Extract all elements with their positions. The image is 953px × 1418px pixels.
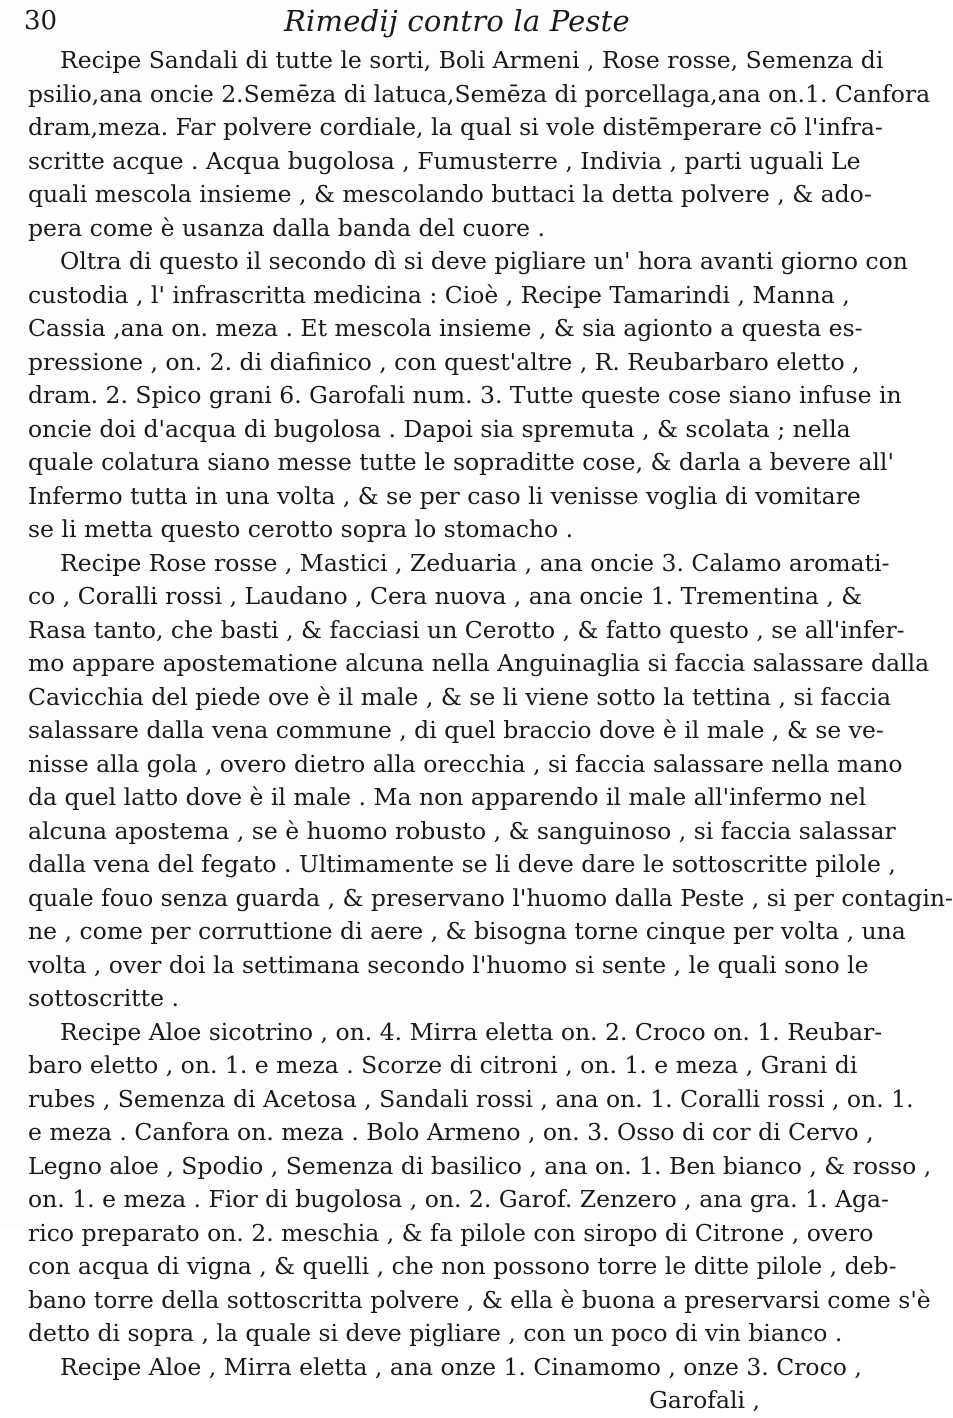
text-line: Rasa tanto, che basti , & facciasi un Cerotto , & fatto questo , se all'infer- (28, 615, 905, 644)
text-line: Recipe Sandali di tutte le sorti, Boli Armeni , Rose rosse, Semenza di (60, 46, 884, 74)
text-line: Cassia ,ana on. meza . Et mescola insieme , & sia agionto a questa es- (28, 314, 863, 342)
text-line: scritte acque . Acqua bugolosa , Fumusterre , Indivia , parti uguali Le (28, 146, 861, 175)
text-line: rubes , Semenza di Acetosa , Sandali rossi , ana on. 1. Coralli rossi , on. 1. (28, 1084, 914, 1113)
text-line: ne , come per corruttione di aere , & bisogna torne cinque per volta , una (28, 917, 906, 945)
text-line: Infermo tutta in una volta , & se per caso li venisse voglia di vomitare (28, 481, 861, 510)
text-line: alcuna apostema , se è huomo robusto , & sanguinoso , si faccia salassar (28, 816, 896, 845)
running-head (24, 4, 774, 38)
text-line: pressione , on. 2. di diafinico , con quest'altre , R. Reubarbaro eletto , (28, 347, 860, 376)
running-title: Rimedij contro la Peste (284, 4, 630, 38)
text-line: Legno aloe , Spodio , Semenza di basilico , ana on. 1. Ben bianco , & rosso , (28, 1151, 932, 1180)
text-line: mo appare apostematione alcuna nella Anguinaglia si faccia salassare dalla (28, 649, 930, 677)
text-line: Recipe Aloe , Mirra eletta , ana onze 1. Cinamomo , onze 3. Croco , (60, 1352, 862, 1381)
text-line: con acqua di vigna , & quelli , che non possono torre le ditte pilole , deb- (28, 1252, 897, 1280)
text-line: co , Coralli rossi , Laudano , Cera nuova , ana oncie 1. Trementina , & (28, 582, 863, 610)
text-line: volta , over doi la settimana secondo l'huomo si sente , le quali sono le (28, 950, 869, 979)
text-line: dram. 2. Spico grani 6. Garofali num. 3. Tutte queste cose siano infuse in (28, 381, 902, 409)
text-line: baro eletto , on. 1. e meza . Scorze di citroni , on. 1. e meza , Grani di (28, 1051, 858, 1079)
text-line: custodia , l' infrascritta medicina : Cioè , Recipe Tamarindi , Manna , (28, 280, 850, 309)
text-line: se li metta questo cerotto sopra lo stomacho . (28, 515, 574, 543)
text-line: quale colatura siano messe tutte le sopraditte cose, & darla a bevere all' (28, 448, 894, 476)
text-line: Recipe Aloe sicotrino , on. 4. Mirra eletta on. 2. Croco on. 1. Reubar- (60, 1017, 883, 1046)
text-line: Cavicchia del piede ove è il male , & se li viene sotto la tettina , si faccia (28, 682, 892, 711)
text-line: oncie doi d'acqua di bugolosa . Dapoi sia spremuta , & scolata ; nella (28, 414, 851, 443)
page-number: 30 (24, 6, 58, 36)
text-line: e meza . Canfora on. meza . Bolo Armeno , on. 3. Osso di cor di Cervo , (28, 1118, 874, 1146)
text-line: quale fouo senza guarda , & preservano l'huomo dalla Peste , si per contagin- (28, 883, 953, 912)
text-line: pera come è usanza dalla banda del cuore . (28, 213, 545, 242)
text-line: bano torre della sottoscritta polvere , & ella è buona a preservarsi come s'è (28, 1285, 931, 1314)
text-line: psilio,ana oncie 2.Semēza di latuca,Semēza di porcellaga,ana on.1. Canfora (28, 79, 931, 108)
text-line: detto di sopra , la quale si deve pigliare , con un poco di vin bianco . (28, 1319, 843, 1347)
text-line: da quel latto dove è il male . Ma non apparendo il male all'infermo nel (28, 783, 867, 811)
text-line: quali mescola insieme , & mescolando buttaci la detta polvere , & ado- (28, 180, 872, 208)
body-text (28, 44, 953, 1418)
text-line: Recipe Rose rosse , Mastici , Zeduaria , ana oncie 3. Calamo aromati- (60, 548, 890, 577)
text-line: dram,meza. Far polvere cordiale, la qual si vole distēmperare cō l'infra- (28, 113, 883, 141)
text-line: nisse alla gola , overo dietro alla orecchia , si faccia salassare nella mano (28, 749, 903, 778)
text-line: rico preparato on. 2. meschia , & fa pilole con siropo di Citrone , overo (28, 1218, 874, 1247)
text-line: Oltra di questo il secondo dì si deve pigliare un' hora avanti giorno con (60, 247, 908, 275)
text-line: dalla vena del fegato . Ultimamente se li deve dare le sottoscritte pilole , (28, 850, 896, 878)
text-line: sottoscritte . (28, 984, 179, 1012)
text-line: salassare dalla vena commune , di quel braccio dove è il male , & se ve- (28, 716, 884, 744)
catchword: Garofali , (649, 1386, 760, 1414)
text-line: on. 1. e meza . Fior di bugolosa , on. 2. Garof. Zenzero , ana gra. 1. Aga- (28, 1185, 889, 1213)
